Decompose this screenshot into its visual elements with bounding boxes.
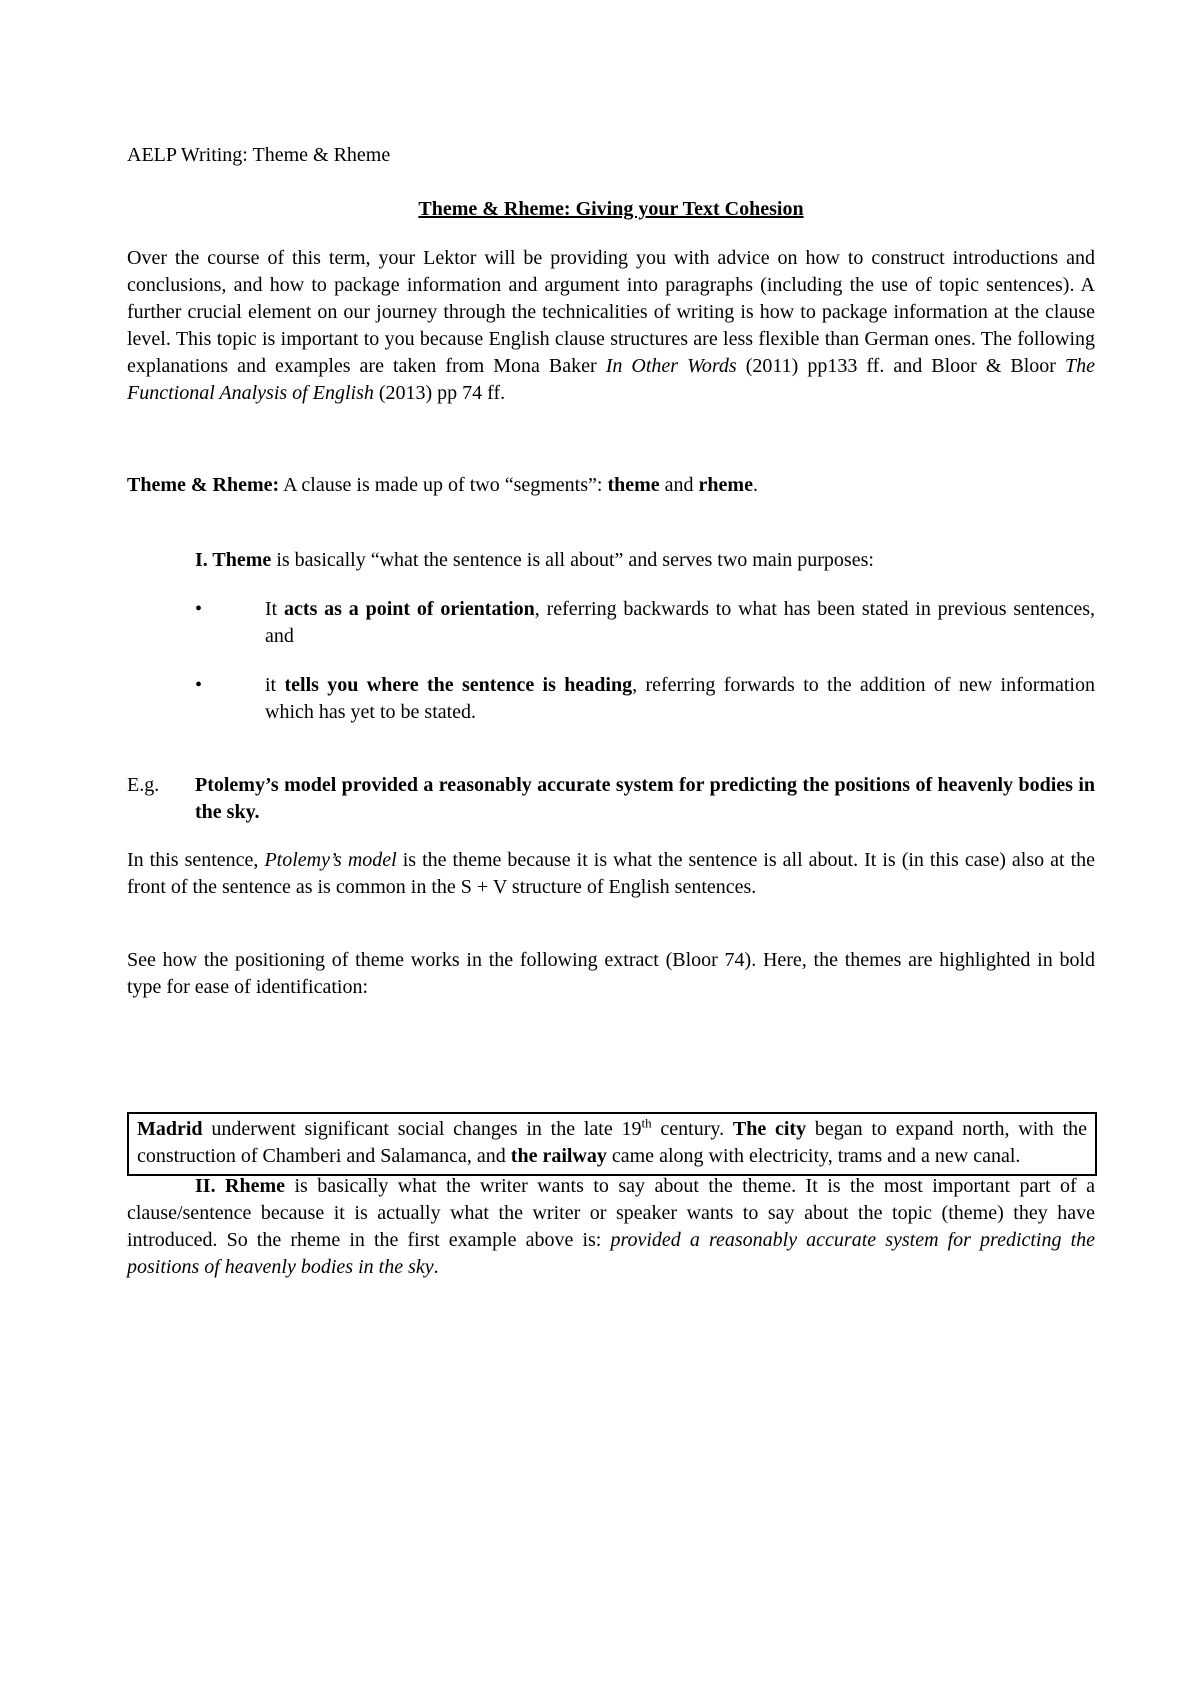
section-theme-text: is basically “what the sentence is all about” and serves two main purposes: (271, 549, 874, 571)
example-label: E.g. (127, 774, 160, 796)
section-rheme-text: is basically what the writer wants to say about the theme. It is the most important part of a clause/sentence because it is actually what the writer or speaker wants to say about the topic (theme) they have introduced. So the rheme in the first example above is: (127, 1175, 1095, 1251)
document-title: Theme & Rheme: Giving your Text Cohesion (418, 198, 804, 220)
definition-end: . (752, 474, 758, 496)
bullet-symbol: • (195, 598, 203, 620)
bullet-bold: acts as a point of orientation (284, 598, 535, 620)
extract-intro: See how the positioning of theme works in the following extract (Bloor 74). Here, the themes are highlighted in bold type for ease of identification: (127, 949, 1095, 998)
example-sentence: Ptolemy’s model provided a reasonably accurate system for predicting the positions of heavenly bodies in the sky. (195, 774, 1095, 823)
ordinal-suffix: th (641, 1115, 652, 1131)
book-title-2: The Functional Analysis of English (127, 355, 1095, 404)
explanation-italic: Ptolemy’s model (264, 849, 397, 871)
theme-the-city: The city (732, 1118, 807, 1140)
document-header: AELP Writing: Theme & Rheme (127, 144, 391, 166)
bullet-post: , referring backwards to what has been stated in previous sentences, and (265, 598, 1096, 647)
bullet-pre: it (265, 674, 285, 696)
definition-conjunction: and (659, 474, 699, 496)
section-rheme-paragraph (127, 1173, 1095, 1281)
section-theme-heading (195, 547, 1095, 574)
intro-text-3: (2013) pp 74 ff. (373, 382, 506, 404)
rheme-term: rheme (698, 474, 753, 496)
bullet-post: , referring forwards to the addition of new information which has yet to be stated. (265, 674, 1095, 723)
explanation-pre: In this sentence, (127, 849, 265, 871)
theme-the-railway: the railway (510, 1145, 607, 1167)
intro-text-2: (2011) pp133 ff. and Bloor & Bloor (736, 355, 1065, 377)
intro-text-1: Over the course of this term, your Lektor will be providing you with advice on how to construct introductions and conclusions, and how to package information and argument into paragraphs (including the use of topic sentences). A further crucial element on our journey through the technicalities of writing is how to package information at the clause level. This topic is important to you because English clause structures are less flexible than German ones. The following explanations and examples are taken from Mona Baker (127, 247, 1095, 377)
extract-text: began to expand north, with the construction of Chamberi and Salamanca, and (137, 1118, 1088, 1167)
intro-paragraph (127, 245, 1095, 407)
theme-term: theme (607, 474, 660, 496)
bullet-symbol: • (195, 674, 203, 696)
extract-text: came along with electricity, trams and a new canal. (606, 1145, 1021, 1167)
bullet-pre: It (265, 598, 285, 620)
definition-label: Theme & Rheme: (127, 474, 280, 496)
book-title-1: In Other Words (605, 355, 737, 377)
bullet-item-orientation (265, 596, 1095, 650)
extract-text: underwent significant social changes in the late 19 (202, 1118, 642, 1140)
explanation-post: is the theme because it is what the sentence is all about. It is (in this case) also at the front of the sentence as is common in the S + V structure of English sentences. (127, 849, 1095, 898)
extract-box (127, 1112, 1097, 1176)
definition-paragraph (127, 472, 1095, 499)
explanation-paragraph (127, 847, 1095, 901)
section-rheme-end: . (433, 1256, 439, 1278)
theme-madrid: Madrid (137, 1118, 203, 1140)
definition-text: A clause is made up of two “segments”: (279, 474, 608, 496)
extract-text: century. (651, 1118, 733, 1140)
bullet-bold: tells you where the sentence is heading (284, 674, 633, 696)
rheme-example: provided a reasonably accurate system for predicting the positions of heavenly bodies in the sky (127, 1229, 1095, 1278)
section-theme-label: I. Theme (195, 549, 272, 571)
bullet-item-heading (265, 672, 1095, 726)
section-rheme-label: II. Rheme (195, 1175, 285, 1197)
